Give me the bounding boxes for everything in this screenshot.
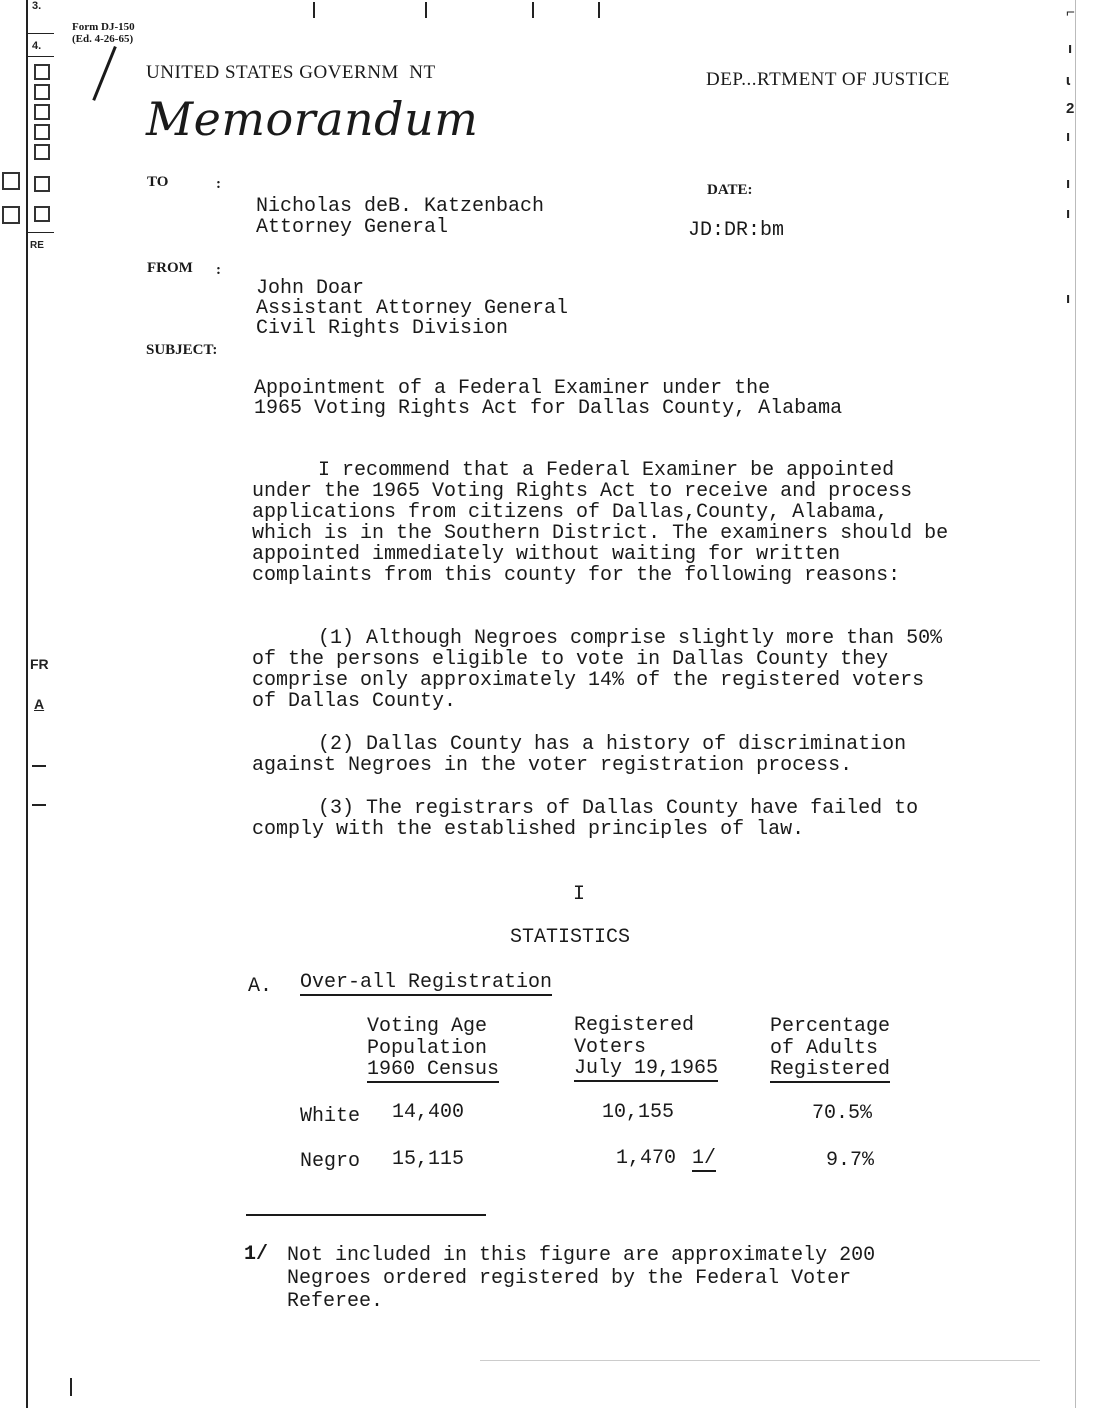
col-header-population-3: 1960 Census xyxy=(367,1058,500,1081)
footnote-divider xyxy=(246,1214,486,1216)
subject-line-1: Appointment of a Federal Examiner under the xyxy=(254,377,771,400)
margin-fr-label: FR xyxy=(30,656,49,672)
page-right-border xyxy=(1075,0,1076,1408)
from-division: Civil Rights Division xyxy=(256,317,509,340)
table-row-registered: 1,470 xyxy=(616,1147,677,1170)
right-edge-mark: ı xyxy=(1066,175,1071,192)
from-title: Assistant Attorney General xyxy=(256,297,569,320)
margin-rule xyxy=(28,33,54,34)
right-edge-mark: ɩ xyxy=(1066,72,1071,89)
margin-checkbox xyxy=(34,84,50,100)
to-name: Nicholas deB. Katzenbach xyxy=(256,195,545,218)
margin-rule xyxy=(28,232,54,233)
margin-checkbox xyxy=(2,206,20,224)
section-title: STATISTICS xyxy=(510,926,631,949)
col-header-percentage-1: Percentage xyxy=(770,1015,891,1038)
bottom-tick xyxy=(70,1378,72,1396)
right-edge-mark: ı xyxy=(1068,40,1073,57)
col-header-population-2: Population xyxy=(367,1037,488,1060)
subsection-letter: A. xyxy=(248,975,273,998)
col-header-percentage-3: Registered xyxy=(770,1058,891,1081)
margin-checkbox xyxy=(34,64,50,80)
reason-3-paragraph: (3) The registrars of Dallas County have failed to comply with the established principles of law. xyxy=(252,797,919,841)
table-row-population: 14,400 xyxy=(392,1101,465,1124)
date-label: DATE: xyxy=(707,182,753,198)
reason-1-paragraph: (1) Although Negroes comprise slightly more than 50% of the persons eligible to vote in Dallas County they comprise only approximately 14% of the registered voters of Dallas County. xyxy=(252,627,943,713)
table-row-percentage: 9.7% xyxy=(826,1149,875,1172)
from-colon: : xyxy=(216,262,221,278)
reason-2-paragraph: (2) Dallas County has a history of discrimination against Negroes in the voter registration process. xyxy=(252,733,907,777)
margin-re-label: RE xyxy=(30,240,44,251)
right-edge-mark: ı xyxy=(1066,205,1071,222)
form-edition: (Ed. 4-26-65) xyxy=(72,33,134,45)
col-header-registered-3: July 19,1965 xyxy=(574,1057,719,1080)
margin-checkbox xyxy=(34,144,50,160)
margin-dash xyxy=(32,765,46,767)
pen-slash-mark xyxy=(92,46,117,101)
margin-number-4: 4. xyxy=(32,40,42,52)
memorandum-title: Memorandum xyxy=(146,92,479,146)
margin-checkbox xyxy=(34,124,50,140)
department-header: DEP...RTMENT OF JUSTICE xyxy=(706,69,950,90)
footnote-marker: 1/ xyxy=(244,1243,269,1266)
section-number: I xyxy=(573,883,586,906)
top-tick xyxy=(598,2,600,18)
to-title: Attorney General xyxy=(256,216,449,239)
right-edge-mark: 2 xyxy=(1066,100,1075,117)
reference-code: JD:DR:bm xyxy=(688,219,785,242)
col-header-registered-2: Voters xyxy=(574,1036,647,1059)
intro-paragraph: I recommend that a Federal Examiner be appointed under the 1965 Voting Rights Act to receive and process applications from citizens of Dallas,County, Alabama, which is in the Southern District. The examiners should be appointed immediately without waiting for written complaints from this county for the following reasons: xyxy=(252,459,949,587)
margin-number-3: 3. xyxy=(32,0,42,12)
margin-dash xyxy=(32,804,46,806)
from-name: John Doar xyxy=(256,277,365,300)
col-header-population-1: Voting Age xyxy=(367,1015,488,1038)
table-row-percentage: 70.5% xyxy=(812,1102,873,1125)
table-row-race: White xyxy=(300,1105,361,1128)
margin-checkbox xyxy=(2,172,20,190)
page-left-border xyxy=(26,0,28,1408)
right-edge-mark: ı xyxy=(1066,128,1071,145)
table-row-population: 15,115 xyxy=(392,1148,465,1171)
margin-checkbox xyxy=(34,104,50,120)
to-label: TO xyxy=(147,174,169,190)
subsection-title: Over-all Registration xyxy=(300,971,553,994)
table-row-registered: 10,155 xyxy=(602,1101,675,1124)
government-header: UNITED STATES GOVERNM NT xyxy=(146,62,436,83)
footnote-reference: 1/ xyxy=(692,1147,717,1170)
to-colon: : xyxy=(216,176,221,192)
from-label: FROM xyxy=(147,260,193,276)
footnote-text: Not included in this figure are approximately 200 Negroes ordered registered by the Federal Voter Referee. xyxy=(287,1244,876,1313)
margin-checkbox xyxy=(34,176,50,192)
margin-a-label: A xyxy=(34,696,45,712)
top-tick xyxy=(313,2,315,18)
col-header-percentage-2: of Adults xyxy=(770,1037,879,1060)
right-edge-mark: ı xyxy=(1066,290,1071,307)
right-edge-mark: ⌐ xyxy=(1066,4,1075,21)
col-header-registered-1: Registered xyxy=(574,1014,695,1037)
form-number: Form DJ-150 xyxy=(72,21,135,33)
top-tick xyxy=(425,2,427,18)
top-tick xyxy=(532,2,534,18)
table-row-race: Negro xyxy=(300,1150,361,1173)
subject-label: SUBJECT: xyxy=(146,342,218,358)
subject-line-2: 1965 Voting Rights Act for Dallas County, Alabama xyxy=(254,397,843,420)
margin-rule xyxy=(28,56,54,57)
bottom-smudge xyxy=(480,1360,1040,1361)
margin-checkbox xyxy=(34,206,50,222)
